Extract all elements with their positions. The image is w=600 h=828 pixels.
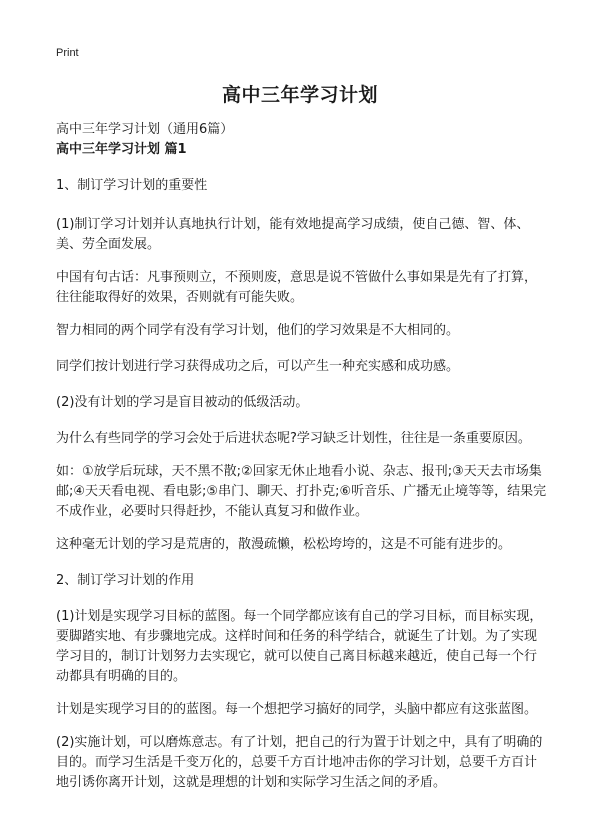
paragraph-4: 智力相同的两个同学有没有学习计划，他们的学习效果是不大相同的。 xyxy=(56,323,460,338)
paragraph-9: 这种毫无计划的学习是荒唐的，散漫疏懒，松松垮垮的，这是不可能有进步的。 xyxy=(56,537,512,552)
paragraph-2: (1)制订学习计划并认真地执行计划，能有效地提高学习成绩，使自己德、智、体、美、劳全面发展。 xyxy=(56,217,530,252)
paragraph-6: (2)没有计划的学习是盲目被动的低级活动。 xyxy=(56,395,309,410)
section-heading: 高中三年学习计划 篇1 xyxy=(56,142,187,157)
paragraph-5: 同学们按计划进行学习获得成功之后，可以产生一种充实感和成功感。 xyxy=(56,359,460,374)
paragraph-10: 2、制订学习计划的作用 xyxy=(56,573,195,588)
paragraph-12: 计划是实现学习目的的蓝图。每一个想把学习搞好的同学，头脑中都应有这张蓝图。 xyxy=(56,702,538,717)
paragraph-1: 1、制订学习计划的重要性 xyxy=(56,178,208,193)
paragraph-11: (1)计划是实现学习目标的蓝图。每一个同学都应该有自己的学习目标，而目标实现，要脚踏实地、有步骤地完成。这样时间和任务的科学结合，就诞生了计划。为了实现学习目的，制订计划努力去实现它，就可以使自己离目标越来越近，使自己每一个行动都具有明确的目的。 xyxy=(56,609,543,684)
paragraph-3: 中国有句古话：凡事预则立，不预则废，意思是说不管做什么事如果是先有了打算，往往能取得好的效果，否则就有可能失败。 xyxy=(56,270,538,305)
paragraph-8: 如：①放学后玩球，天不黑不散;②回家无休止地看小说、杂志、报刊;③天天去市场集邮;④天天看电视、看电影;⑤串门、聊天、打扑克;⑥听音乐、广播无止境等等，结果完不成作业，必要时只得赶抄，不能认真复习和做作业。 xyxy=(56,464,547,519)
page-title: 高中三年学习计划 xyxy=(221,84,378,106)
document-subtitle: 高中三年学习计划（通用6篇） xyxy=(56,122,234,137)
paragraph-13: (2)实施计划，可以磨炼意志。有了计划，把自己的行为置于计划之中，具有了明确的目的。而学习生活是千变万化的，总要千方百计地冲击你的学习计划，总要千方百计地引诱你离开计划，这就是理想的计划和实际学习生活之间的矛盾。 xyxy=(56,735,543,790)
print-label[interactable]: Print xyxy=(56,47,79,59)
document-body xyxy=(56,120,548,793)
paragraph-7: 为什么有些同学的学习会处于后进状态呢?学习缺乏计划性，往往是一条重要原因。 xyxy=(56,431,531,446)
